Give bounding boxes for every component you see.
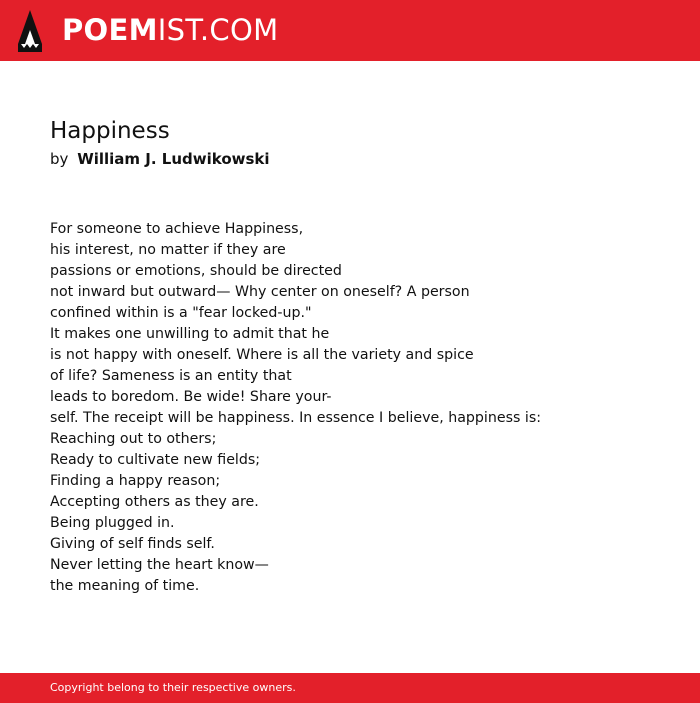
poem-line: the meaning of time. [50,578,200,594]
poem-line: Accepting others as they are. [50,494,259,510]
poem-byline [50,149,270,169]
poem-line: Never letting the heart know— [50,557,269,573]
poem-body [50,219,670,597]
poem-line: It makes one unwilling to admit that he [50,326,330,342]
poem-line: Finding a happy reason; [50,473,221,489]
poem-line: self. The receipt will be happiness. In essence I believe, happiness is: [50,410,541,426]
poem-line: Being plugged in. [50,515,175,531]
poem-line: his interest, no matter if they are [50,242,286,258]
poem-author: William J. Ludwikowski [77,150,270,168]
logo-text-bold: POEM [62,13,158,47]
poem-line: leads to boredom. Be wide! Share your- [50,389,332,405]
by-label: by [50,150,69,168]
copyright-text: Copyright belong to their respective owners. [50,681,296,694]
poem-title: Happiness [50,118,170,144]
pencil-icon [18,10,42,52]
site-footer [0,673,700,703]
poem-line: is not happy with oneself. Where is all the variety and spice [50,347,474,363]
poem-line: Giving of self finds self. [50,536,215,552]
poem-line: not inward but outward— Why center on oneself? A person [50,284,470,300]
logo-text-light: IST.COM [157,13,279,47]
poem-line: Reaching out to others; [50,431,217,447]
poem-line: Ready to cultivate new fields; [50,452,261,468]
site-logo-link[interactable] [62,13,278,47]
poem-line: of life? Sameness is an entity that [50,368,292,384]
poem-line: confined within is a "fear locked-up." [50,305,312,321]
site-header [0,0,700,61]
poem-line: passions or emotions, should be directed [50,263,342,279]
poem-line: For someone to achieve Happiness, [50,221,304,237]
